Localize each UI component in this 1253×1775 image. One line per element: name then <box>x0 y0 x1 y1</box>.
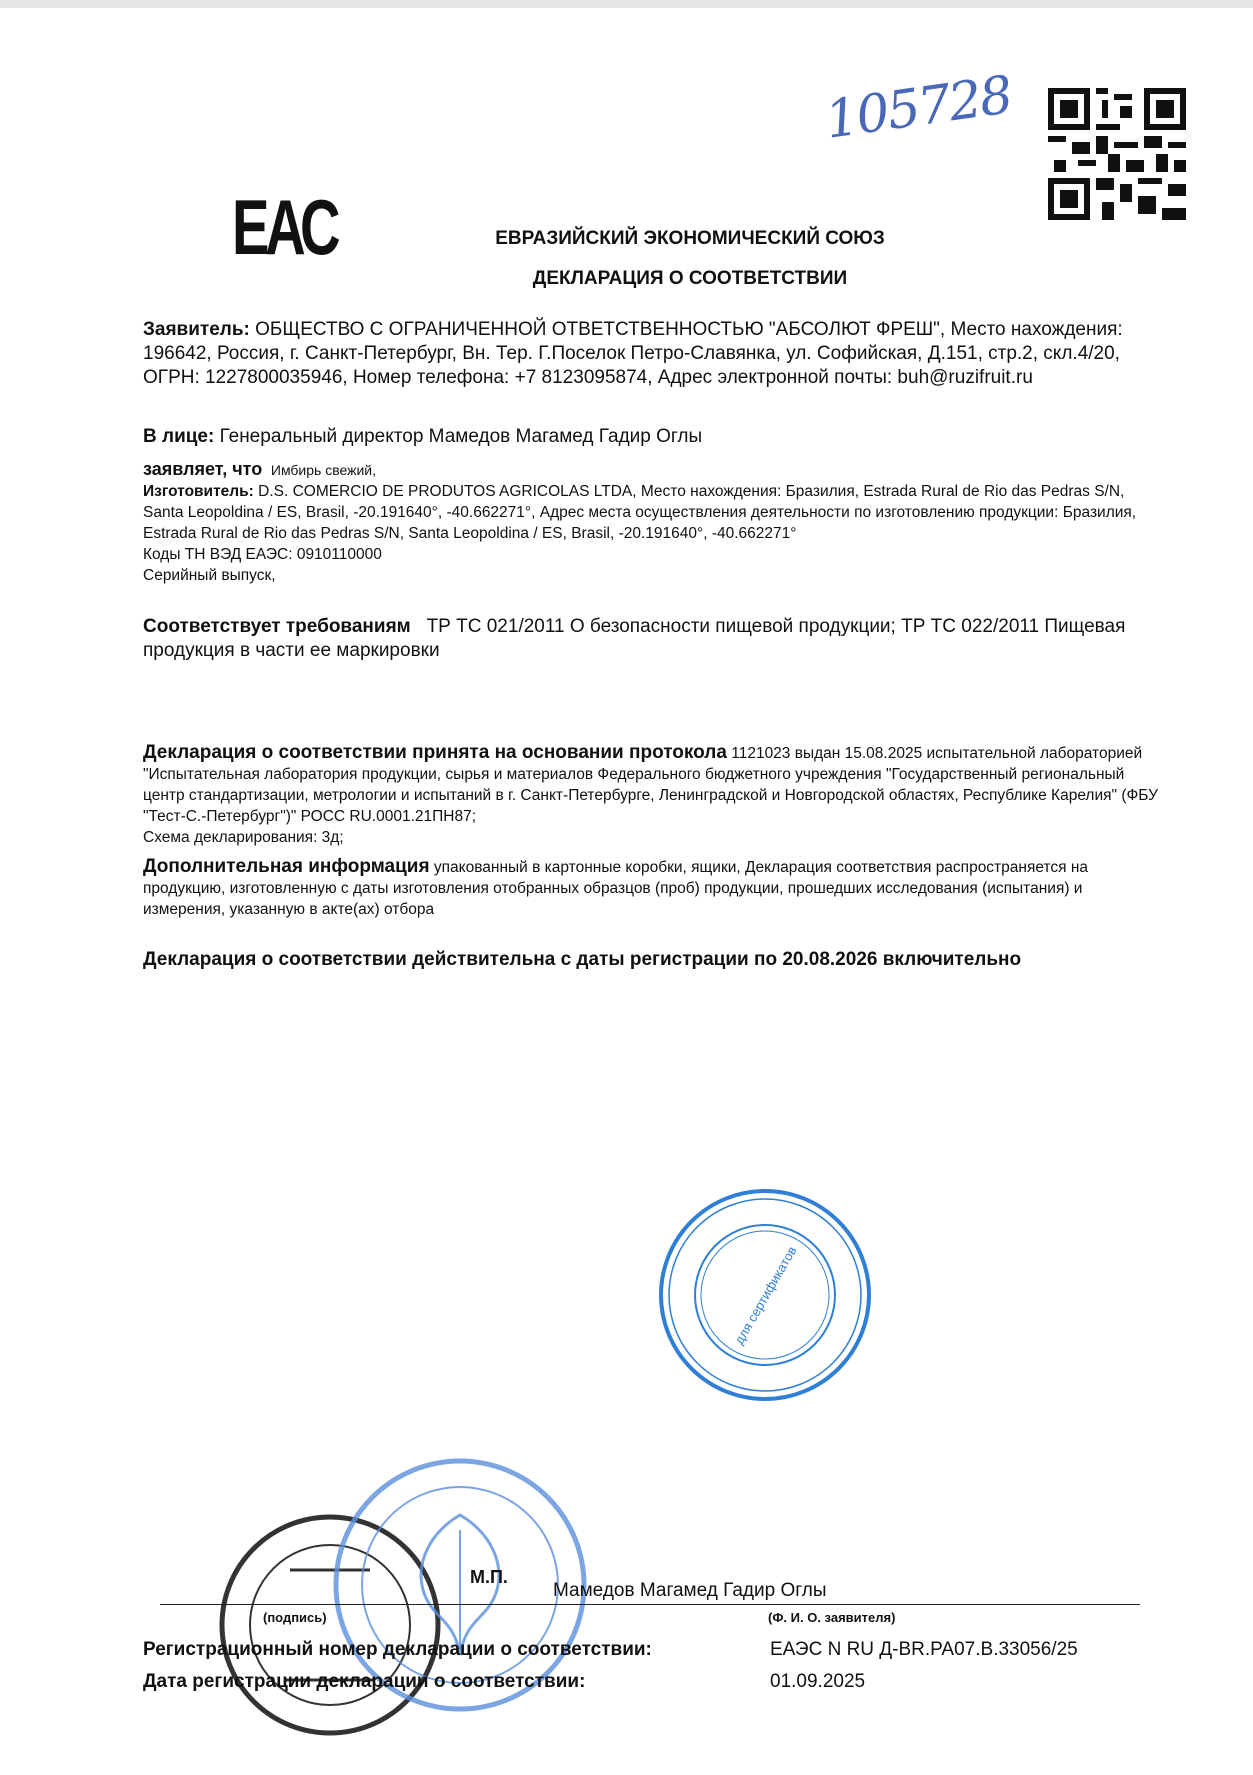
requirements-label: Соответствует требованиям <box>143 616 411 637</box>
representative-text: Генеральный директор Мамедов Магамед Гадир Оглы <box>219 426 703 447</box>
svg-text:для сертификатов: для сертификатов <box>731 1243 800 1347</box>
representative-section <box>143 425 1163 449</box>
signature-caption: (подпись) <box>263 1610 327 1625</box>
seal-place-label: М.П. <box>470 1567 508 1587</box>
product-name: Имбирь свежий, <box>270 462 377 478</box>
scan-border <box>0 0 1253 8</box>
certification-stamp <box>655 1185 875 1405</box>
union-heading: ЕВРАЗИЙСКИЙ ЭКОНОМИЧЕСКИЙ СОЮЗ <box>495 228 885 249</box>
basis-section <box>143 742 1163 848</box>
additional-info-section <box>143 856 1163 920</box>
handwritten-number: 105728 <box>821 65 1015 151</box>
registration-date: 01.09.2025 <box>770 1671 866 1692</box>
applicant-name: Мамедов Магамед Гадир Оглы <box>553 1580 827 1601</box>
additional-text: упакованный в картонные коробки, ящики, Декларация соответствия распространяется на продукцию, изготовленную с даты изготовления отобранных образцов (проб) продукции, прошедших исследования (испытания) и измерения, указанную в акте(ах) отбора <box>143 859 1089 918</box>
name-caption: (Ф. И. О. заявителя) <box>768 1610 896 1625</box>
applicant-section <box>143 318 1163 390</box>
registration-number: ЕАЭС N RU Д-BR.PA07.B.33056/25 <box>770 1639 1078 1660</box>
document-title: ДЕКЛАРАЦИЯ О СООТВЕТСТВИИ <box>532 268 848 289</box>
declaration-scheme: Схема декларирования: 3д; <box>143 829 344 846</box>
declares-section <box>143 459 1163 586</box>
registration-number-label: Регистрационный номер декларации о соответствии: <box>143 1639 652 1660</box>
applicant-label: Заявитель: <box>143 319 250 340</box>
representative-label: В лице: <box>143 426 215 447</box>
signature-line <box>160 1604 1140 1605</box>
registration-date-label: Дата регистрации декларации о соответствии: <box>143 1671 586 1692</box>
manufacturer-label: Изготовитель: <box>143 483 254 500</box>
basis-label: Декларация о соответствии принята на основании протокола <box>143 742 727 763</box>
serial-release: Серийный выпуск, <box>143 567 276 584</box>
eac-logo: ЕАС <box>232 183 337 271</box>
applicant-text: ОБЩЕСТВО С ОГРАНИЧЕННОЙ ОТВЕТСТВЕННОСТЬЮ "АБСОЛЮТ ФРЕШ", Место нахождения: 196642, Россия, г. Санкт-Петербург, Вн. Тер. Г.Поселок Петро-Славянка, ул. Софийская, Д.151, стр.2, скл.4/20, ОГРН: 1227800035946, Номер телефона: +7 8123095874, Адрес электронной почты: buh@ruzifruit.ru <box>143 319 1123 388</box>
manufacturer-text: D.S. COMERCIO DE PRODUTOS AGRICOLAS LTDA, Место нахождения: Бразилия, Estrada Rural de Rio das Pedras S/N, Santa Leopoldina / ES, Brasil, -20.191640°, -40.662271°, Адрес места осуществления деятельности по изготовлению продукции: Бразилия, Estrada Rural de Rio das Pedras S/N, Santa Leopoldina / ES, Brasil, -20.191640°, -40.662271° <box>143 483 1137 542</box>
qr-code <box>1048 88 1186 220</box>
requirements-section <box>143 615 1163 663</box>
validity-statement: Декларация о соответствии действительна с даты регистрации по 20.08.2026 включительно <box>143 949 1022 970</box>
additional-label: Дополнительная информация <box>143 856 430 877</box>
requirements-text: ТР ТС 021/2011 О безопасности пищевой продукции; ТР ТС 022/2011 Пищевая продукция в части ее маркировки <box>143 616 1126 661</box>
basis-text: 1121023 выдан 15.08.2025 испытательной лабораторией "Испытательная лаборатория продукции, сырья и материалов Федерального бюджетного учреждения "Государственный региональный центр стандартизации, метрологии и испытаний в г. Санкт-Петербурге, Ленинградской и Новгородской областях, Республике Карелия" (ФБУ "Тест-С.-Петербург")" РОСС RU.0001.21ПН87; <box>143 745 1158 825</box>
hs-codes: Коды ТН ВЭД ЕАЭС: 0910110000 <box>143 546 382 563</box>
declares-label: заявляет, что <box>143 459 263 479</box>
